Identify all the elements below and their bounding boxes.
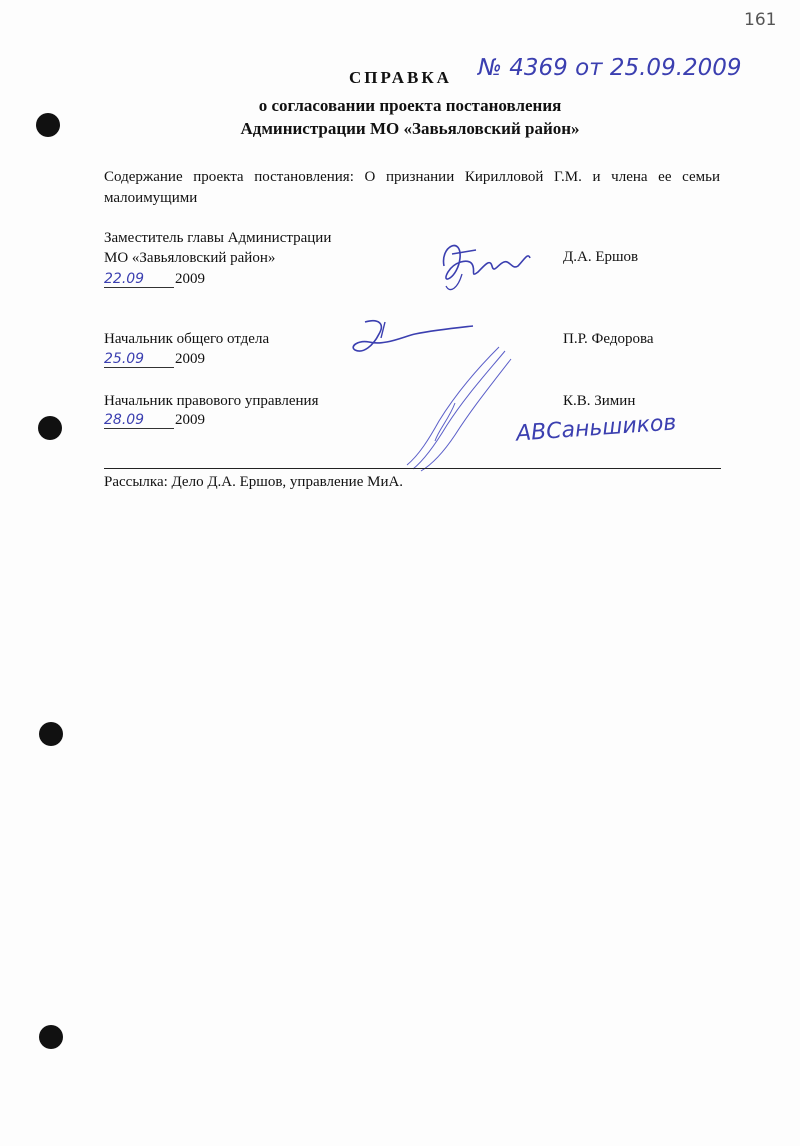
approval-3-year: 2009 bbox=[175, 412, 205, 428]
signature-text: АВСаньшиков bbox=[515, 410, 678, 447]
approval-2-year: 2009 bbox=[175, 351, 205, 367]
approval-2-position: Начальник общего отдела bbox=[104, 331, 270, 347]
content-paragraph: Содержание проекта постановления: О признании Кирилловой Г.М. и члена ее семьи малоимущими bbox=[104, 169, 720, 206]
document-subtitle-1: о согласовании проекта постановления bbox=[258, 96, 562, 115]
approval-3-name: К.В. Зимин bbox=[563, 393, 636, 409]
document-title: СПРАВКА bbox=[349, 68, 452, 87]
approval-2-name: П.Р. Федорова bbox=[563, 331, 654, 347]
approval-3-date: 28.09 bbox=[104, 412, 174, 429]
binder-hole bbox=[39, 1025, 63, 1049]
approval-2-date: 25.09 bbox=[104, 351, 174, 368]
handwritten-number: № 4369 от 25.09.2009 bbox=[478, 55, 742, 81]
signature-zimin bbox=[395, 345, 525, 475]
approval-1-position-2: МО «Завьяловский район» bbox=[104, 250, 276, 266]
approval-3-position: Начальник правового управления bbox=[104, 393, 319, 409]
distribution-list: Рассылка: Дело Д.А. Ершов, управление МиА. bbox=[104, 474, 404, 490]
page-number: 161 bbox=[744, 10, 777, 30]
approval-1-year: 2009 bbox=[175, 271, 205, 287]
binder-hole bbox=[38, 416, 62, 440]
approval-1-date: 22.09 bbox=[104, 271, 174, 288]
document-subtitle-2: Администрации МО «Завьяловский район» bbox=[240, 119, 580, 138]
divider-line bbox=[104, 468, 721, 469]
binder-hole bbox=[39, 722, 63, 746]
signature-ershov bbox=[432, 228, 542, 298]
approval-1-position: Заместитель главы Администрации bbox=[104, 230, 332, 246]
approval-1-name: Д.А. Ершов bbox=[563, 249, 639, 265]
